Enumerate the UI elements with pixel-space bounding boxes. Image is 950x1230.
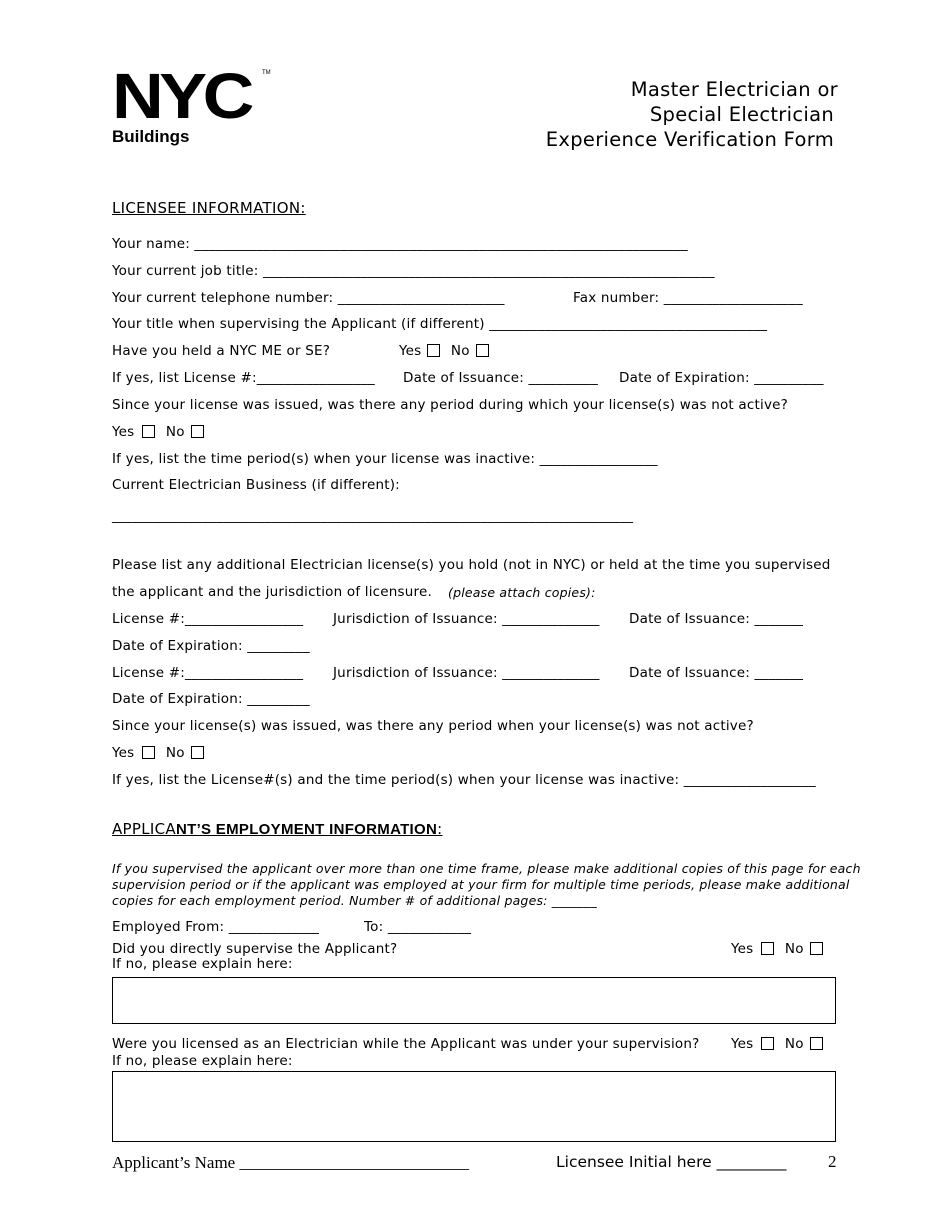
additional-not-active-yes-checkbox[interactable] [142,746,155,759]
licensed-explain-box[interactable] [112,1071,836,1142]
telephone-field[interactable]: Your current telephone number: ________________________ [112,290,505,306]
additional-license-1-issuance[interactable]: Date of Issuance: _______ [629,611,804,627]
no-label: No [784,941,804,957]
employment-note-line3: copies for each employment period. Number # of additional pages: _______ [112,893,597,908]
applicant-name-field[interactable]: Applicant’s Name ___________________________ [112,1153,469,1172]
page-number: 2 [828,1152,837,1171]
additional-not-active-no-checkbox[interactable] [191,746,204,759]
additional-licenses-intro-2: the applicant and the jurisdiction of licensure. [112,584,432,600]
direct-supervise-options [731,941,829,957]
supervising-title-field[interactable]: Your title when supervising the Applicant (if different) ________________________________________ [112,316,768,332]
no-label: No [165,745,185,761]
job-title-field[interactable]: Your current job title: _________________________________________________________________ [112,263,715,279]
additional-not-active-options [112,745,210,761]
held-me-se-question: Have you held a NYC ME or SE? [112,343,331,359]
inactive-period-field[interactable]: If yes, list the time period(s) when your license was inactive: _________________ [112,451,658,467]
logo-buildings-label: Buildings [112,127,190,146]
current-business-label: Current Electrician Business (if different): [112,477,400,493]
licensee-initial-field[interactable]: Licensee Initial here _________ [556,1153,787,1171]
additional-license-1-expiration[interactable]: Date of Expiration: _________ [112,638,310,654]
licensed-explain-label: If no, please explain here: [112,1053,293,1069]
nyc-logo: NYC [112,60,250,132]
not-active-options [112,424,210,440]
held-me-se-options [399,343,495,359]
employment-note-line2: supervision period or if the applicant was employed at your firm for multiple time periods, please make additional [112,877,850,892]
additional-inactive-period-field[interactable]: If yes, list the License#(s) and the time period(s) when your license was inactive: ___________________ [112,772,816,788]
not-active-no-checkbox[interactable] [191,425,204,438]
additional-license-1-number[interactable]: License #:_________________ [112,611,304,627]
licensed-yes-checkbox[interactable] [761,1037,774,1050]
form-title-line1: Master Electrician or [630,78,838,101]
not-active-yes-checkbox[interactable] [142,425,155,438]
held-yes-checkbox[interactable] [427,344,440,357]
yes-label: Yes [731,941,754,957]
additional-license-2-jurisdiction[interactable]: Jurisdiction of Issuance: ______________ [333,665,600,681]
no-label: No [165,424,185,440]
yes-label: Yes [112,424,135,440]
issuance-date-field[interactable]: Date of Issuance: __________ [403,370,598,386]
licensee-info-heading: LICENSEE INFORMATION: [112,199,306,217]
no-label: No [450,343,470,359]
no-label: No [784,1036,804,1052]
additional-license-1-jurisdiction[interactable]: Jurisdiction of Issuance: ______________ [333,611,600,627]
supervise-no-checkbox[interactable] [810,942,823,955]
supervise-explain-label: If no, please explain here: [112,956,293,972]
license-number-field[interactable]: If yes, list License #:_________________ [112,370,375,386]
attach-copies-note: (please attach copies): [448,585,596,600]
license-not-active-question: Since your license was issued, was there any period during which your license(s) was not active? [112,397,789,413]
employed-to-field[interactable]: To: ____________ [364,919,472,935]
licensed-options [731,1036,829,1052]
licensed-during-supervision-question: Were you licensed as an Electrician while the Applicant was under your supervision? [112,1036,700,1052]
logo-trademark: TM [262,70,271,76]
employment-note-line1: If you supervised the applicant over more than one time frame, please make additional copies of this page for each [112,861,861,876]
expiration-date-field[interactable]: Date of Expiration: __________ [619,370,824,386]
yes-label: Yes [399,343,422,359]
supervise-yes-checkbox[interactable] [761,942,774,955]
fax-field[interactable]: Fax number: ____________________ [573,290,803,306]
licensed-no-checkbox[interactable] [810,1037,823,1050]
supervise-explain-box[interactable] [112,977,836,1024]
yes-label: Yes [731,1036,754,1052]
your-name-field[interactable]: Your name: _______________________________________________________________________ [112,236,688,252]
additional-license-2-expiration[interactable]: Date of Expiration: _________ [112,691,310,707]
yes-label: Yes [112,745,135,761]
additional-licenses-intro: Please list any additional Electrician license(s) you hold (not in NYC) or held at the time you supervised [112,557,831,573]
direct-supervise-question: Did you directly supervise the Applicant? [112,941,398,957]
form-title-line3: Experience Verification Form [545,128,834,151]
form-title-line2: Special Electrician [649,103,834,126]
employed-from-field[interactable]: Employed From: _____________ [112,919,320,935]
employment-info-heading: APPLICANT’S EMPLOYMENT INFORMATION: [112,820,443,838]
additional-license-2-issuance[interactable]: Date of Issuance: _______ [629,665,804,681]
additional-not-active-question: Since your license(s) was issued, was there any period when your license(s) was not active? [112,718,754,734]
current-business-field[interactable]: ___________________________________________________________________________ [112,508,634,524]
held-no-checkbox[interactable] [476,344,489,357]
additional-license-2-number[interactable]: License #:_________________ [112,665,304,681]
